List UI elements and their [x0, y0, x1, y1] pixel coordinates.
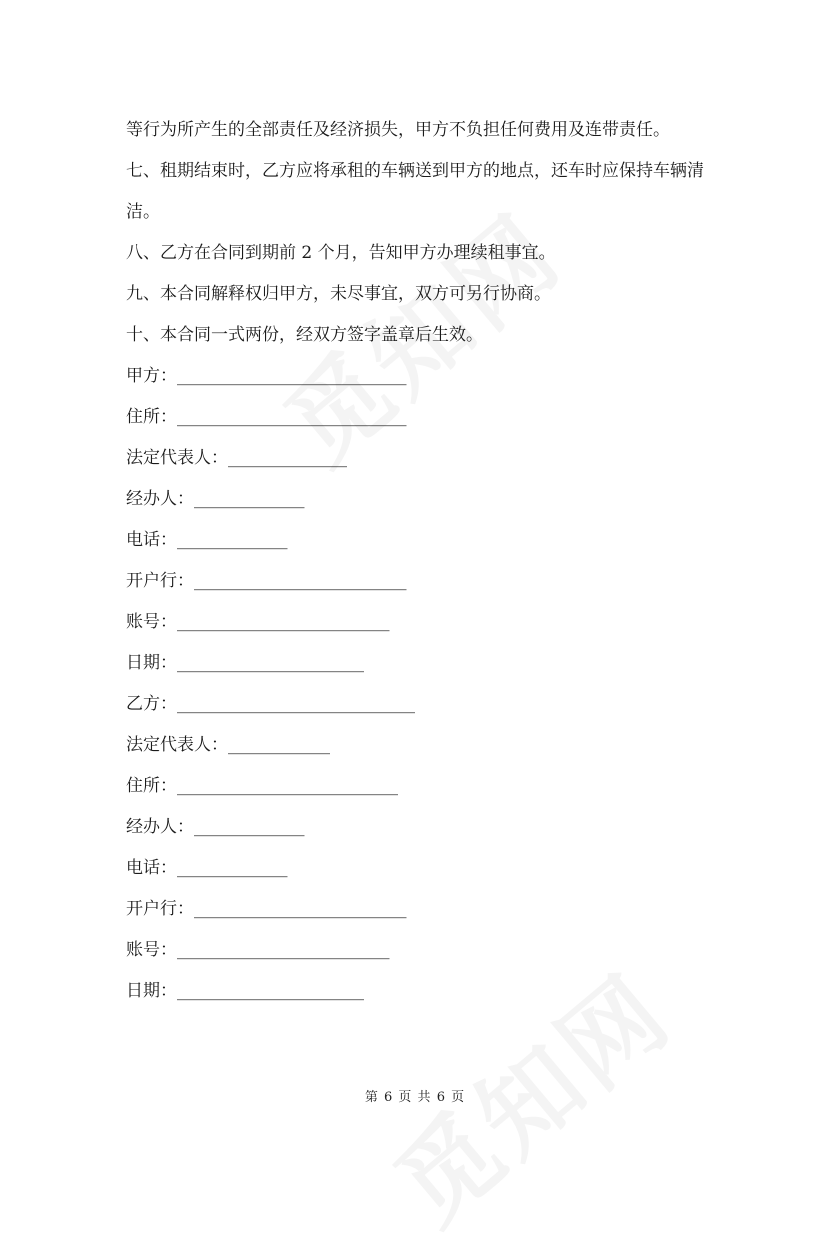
clause-8: 八、乙方在合同到期前 2 个月，告知甲方办理续租事宜。 [126, 243, 556, 263]
party-a-bank-field: 开户行：_________________________ [126, 571, 407, 591]
party-a-date-field: 日期：______________________ [126, 653, 364, 673]
party-b-agent-field: 经办人：_____________ [126, 817, 305, 837]
party-a-account-field: 账号：_________________________ [126, 612, 390, 632]
party-a-address-field: 住所：___________________________ [126, 407, 407, 427]
party-b-bank-field: 开户行：_________________________ [126, 899, 407, 919]
contract-body [126, 110, 716, 1012]
clause-continuation: 等行为所产生的全部责任及经济损失，甲方不负担任何费用及连带责任。 [126, 120, 670, 140]
party-b-legal-rep-field: 法定代表人：____________ [126, 735, 330, 755]
party-a-phone-field: 电话：_____________ [126, 530, 288, 550]
party-b-phone-field: 电话：_____________ [126, 858, 288, 878]
clause-10: 十、本合同一式两份，经双方签字盖章后生效。 [126, 325, 483, 345]
page-number: 第 6 页 共 6 页 [364, 1090, 466, 1105]
party-b-account-field: 账号：_________________________ [126, 940, 390, 960]
party-b-name-field: 乙方：____________________________ [126, 694, 415, 714]
party-a-legal-rep-field: 法定代表人：______________ [126, 448, 347, 468]
clause-7-continued: 洁。 [126, 202, 160, 222]
clause-7: 七、租期结束时，乙方应将承租的车辆送到甲方的地点，还车时应保持车辆清 [126, 161, 704, 181]
party-b-date-field: 日期：______________________ [126, 981, 364, 1001]
party-a-agent-field: 经办人：_____________ [126, 489, 305, 509]
party-a-name-field: 甲方：___________________________ [126, 366, 407, 386]
party-b-address-field: 住所：__________________________ [126, 776, 398, 796]
clause-9: 九、本合同解释权归甲方，未尽事宜，双方可另行协商。 [126, 284, 551, 304]
